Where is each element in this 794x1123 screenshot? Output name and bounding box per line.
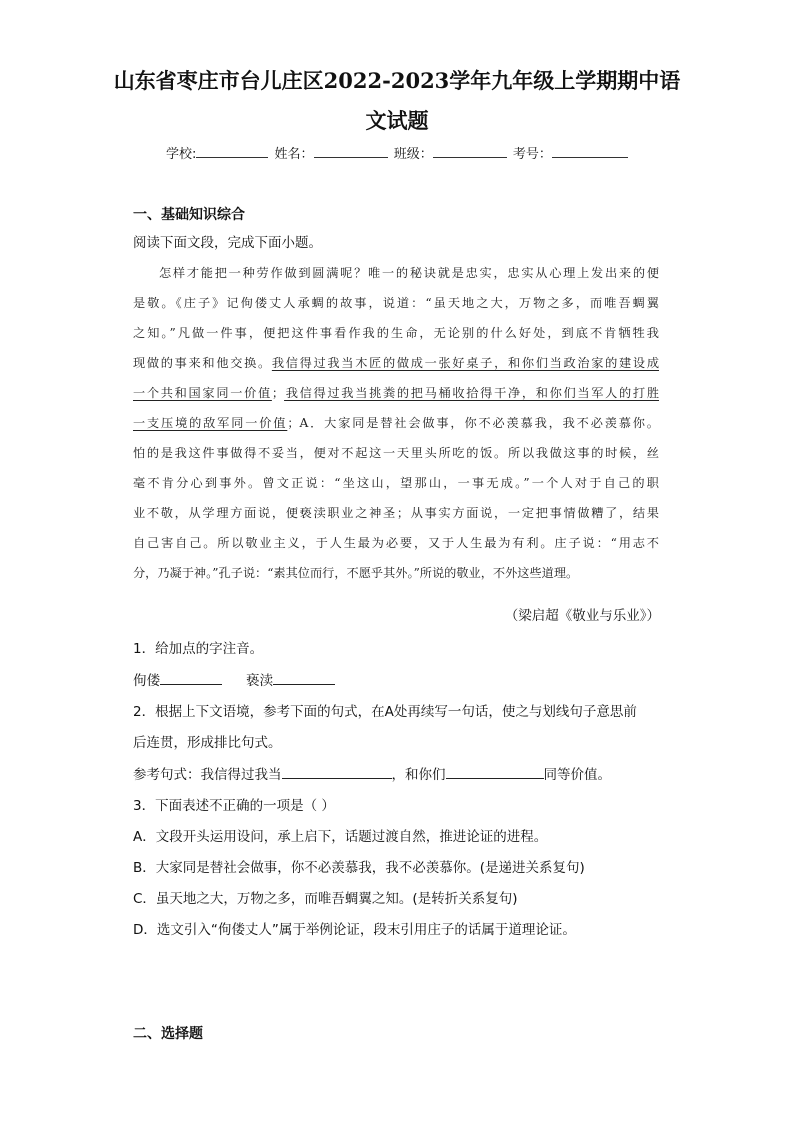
q1-word-2: 亵渎: [246, 673, 273, 689]
question-1-answers: [133, 670, 673, 691]
passage-text: 自己害自己。所以敬业主义，于人生最为必要，又于人生最为有利。庄子说：“用志不: [133, 536, 659, 550]
underlined-sentence: 我信得过我当挑粪的把马桶收拾得干净，和你们当军人的打胜: [284, 386, 660, 400]
passage-line: [133, 353, 659, 373]
q1-word-1: 佝偻: [133, 673, 160, 689]
passage-source: （梁启超《敬业与乐业》）: [504, 608, 660, 624]
underlined-sentence: 我信得过我当木匠的做成一张好桌子，和你们当政治家的建设成: [271, 356, 660, 370]
q1-answer-blank-1[interactable]: [160, 670, 222, 685]
passage-text: 之知。”凡做一件事，便把这件事看作我的生命，无论别的什么好处，到底不肯牺牲我: [133, 326, 659, 340]
q1-answer-blank-2[interactable]: [273, 670, 335, 685]
name-label: 姓名：: [274, 147, 314, 162]
passage-line: [133, 413, 659, 433]
passage-line: [133, 323, 659, 343]
passage-line: [133, 473, 659, 493]
q3-option-d[interactable]: D．选文引入“佝偻丈人”属于举例论证，段末引用庄子的话属于道理论证。: [133, 922, 576, 938]
section-heading-basic-knowledge: 一、基础知识综合: [133, 207, 245, 223]
student-info-row: [166, 143, 646, 165]
q3-option-a[interactable]: A．文段开头运用设问，承上启下，话题过渡自然，推进论证的进程。: [133, 829, 548, 845]
q2-ref-mid: ，和你们: [391, 767, 446, 783]
name-blank[interactable]: [314, 143, 388, 158]
reading-passage: [133, 263, 659, 593]
passage-text: ；: [271, 386, 285, 400]
class-label: 班级：: [393, 147, 433, 162]
q2-ref-suffix: 同等价值。: [543, 767, 611, 783]
school-label: 学校:: [166, 147, 197, 162]
exam-title-line1: 山东省枣庄市台儿庄区2022-2023学年九年级上学期期中语: [113, 68, 681, 93]
passage-line: [133, 503, 659, 523]
passage-line: [133, 533, 659, 553]
question-2-line2: 后连贯，形成排比句式。: [133, 735, 282, 751]
passage-text: 分，乃凝于神。”孔子说：“素其位而行，不愿乎其外。”所说的敬业，不外这些道理。: [133, 566, 579, 580]
passage-text: 毫不肯分心到事外。曾文正说：“坐这山，望那山，一事无成。”一个人对于自己的职: [133, 476, 659, 490]
passage-text: 业不敬，从学理方面说，便亵渎职业之神圣；从事实方面说，一定把事情做糟了，结果: [133, 506, 659, 520]
passage-line: [133, 563, 659, 583]
passage-text: 怕的是我这件事做得不妥当，便对不起这一天里头所吃的饭。所以我做这事的时候，丝: [133, 446, 659, 460]
underlined-sentence: 一个共和国家同一价值: [133, 386, 272, 400]
q2-answer-blank-2[interactable]: [446, 764, 544, 779]
question-1: 1．给加点的字注音。: [133, 641, 264, 657]
passage-text: 怎样才能把一种劳作做到圆满呢？唯一的秘诀就是忠实，忠实从心理上发出来的便: [159, 266, 659, 280]
passage-text: 是敬。《庄子》记佝偻丈人承蜩的故事，说道：“虽天地之大，万物之多，而唯吾蜩翼: [133, 296, 659, 310]
q3-option-c[interactable]: C．虽天地之大，万物之多，而唯吾蜩翼之知。(是转折关系复句): [133, 891, 518, 907]
passage-text: 现做的事来和他交换。: [133, 356, 272, 370]
passage-line: [133, 263, 659, 283]
q2-ref-prefix: 参考句式：我信得过我当: [133, 767, 282, 783]
passage-line: [133, 383, 659, 403]
q2-answer-blank-1[interactable]: [282, 764, 392, 779]
question-3: 3．下面表述不正确的一项是（ ）: [133, 798, 335, 814]
passage-text: ；A．大家同是替社会做事，你不必羡慕我，我不必羡慕你。: [287, 416, 659, 430]
exam-number-blank[interactable]: [552, 143, 628, 158]
q3-option-b[interactable]: B．大家同是替社会做事，你不必羡慕我，我不必羡慕你。(是递进关系复句): [133, 860, 585, 876]
passage-line: [133, 443, 659, 463]
exam-title-line2: 文试题: [365, 108, 429, 133]
section-heading-multiple-choice: 二、选择题: [133, 1026, 203, 1042]
underlined-sentence: 一支压境的敌军同一价值: [133, 416, 288, 430]
exam-number-label: 考号：: [512, 147, 552, 162]
passage-line: [133, 293, 659, 313]
question-2-reference: [133, 764, 673, 785]
school-blank[interactable]: [196, 143, 268, 158]
question-2-line1: 2．根据上下文语境，参考下面的句式，在A处再续写一句话，使之与划线句子意思前: [133, 704, 637, 720]
class-blank[interactable]: [433, 143, 507, 158]
section-intro: 阅读下面文段，完成下面小题。: [133, 235, 322, 251]
